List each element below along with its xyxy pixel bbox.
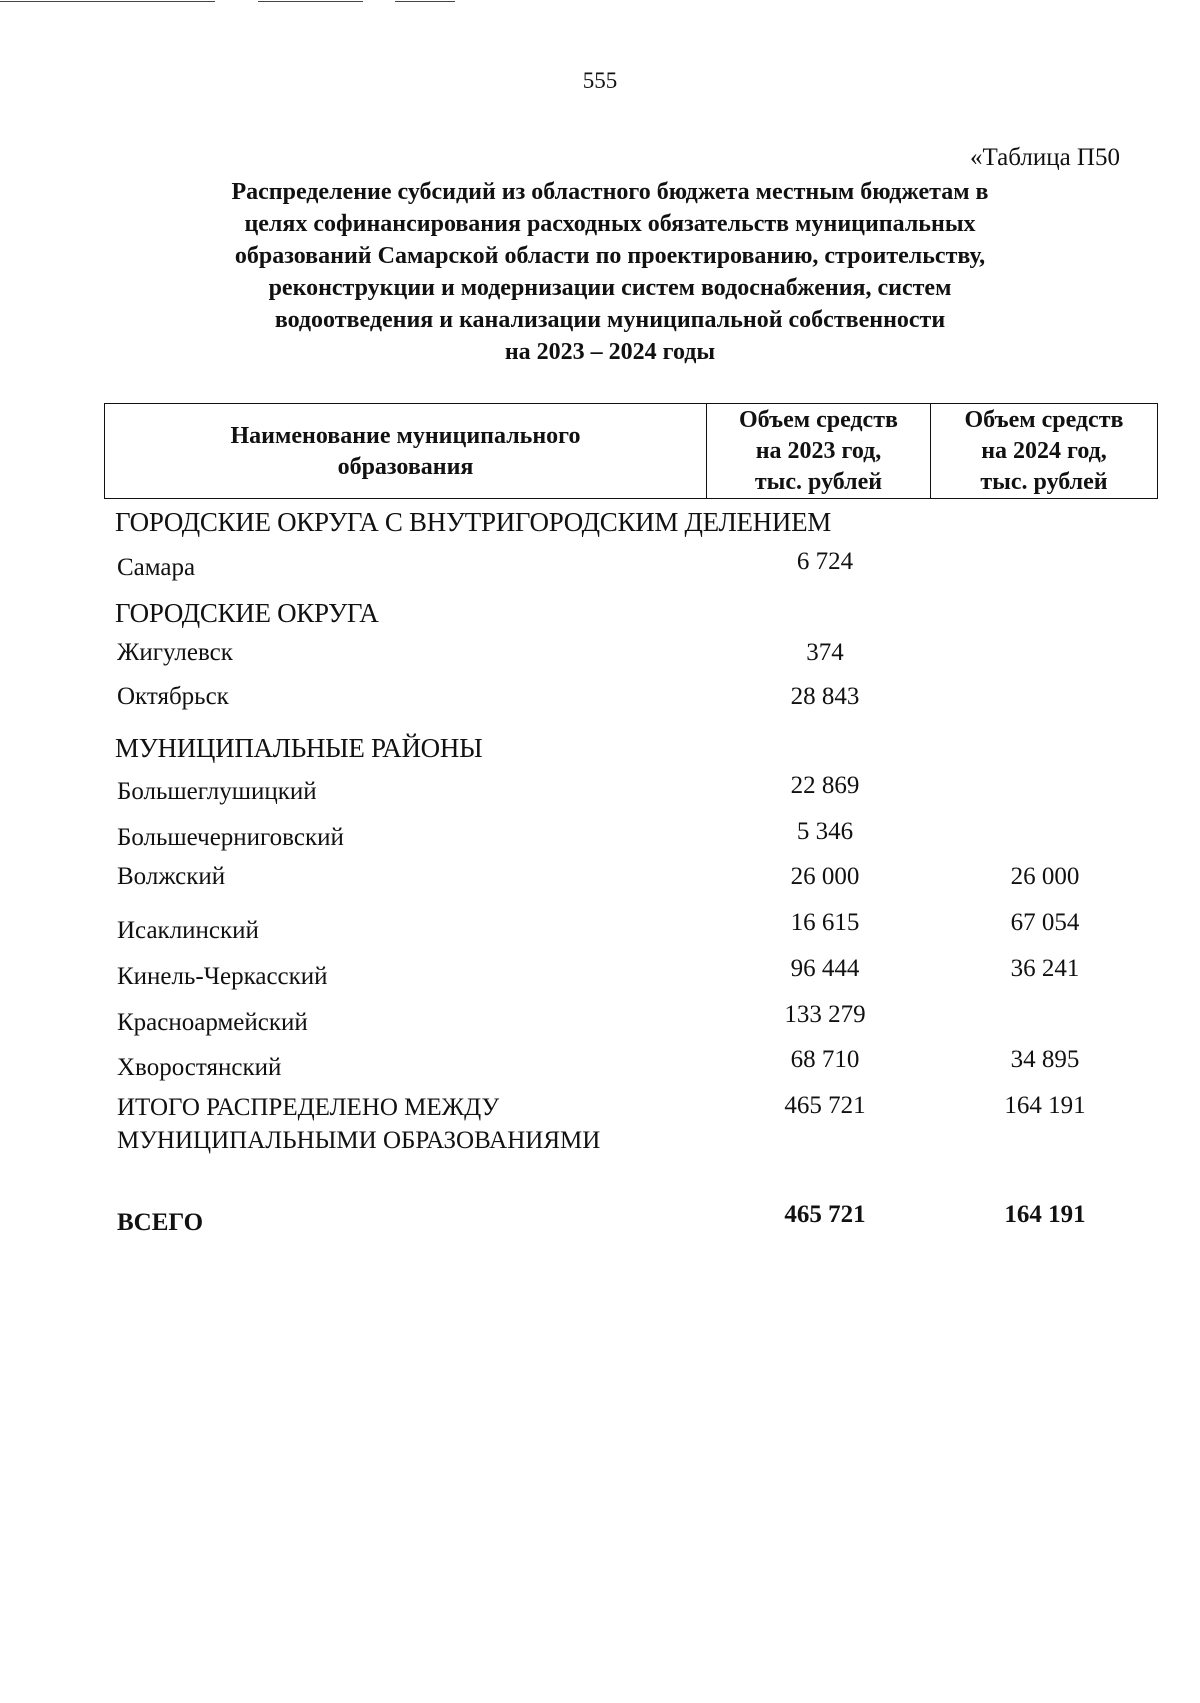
municipality-name: Большечерниговский	[117, 824, 344, 851]
amount-2023: 465 721	[784, 1092, 866, 1119]
municipality-name: Кинель-Черкасский	[117, 963, 328, 990]
amount-2024: 164 191	[1004, 1092, 1086, 1119]
title-line: Распределение субсидий из областного бюджета местным бюджетам в	[231, 179, 989, 205]
header-text: тыс. рублей	[754, 468, 883, 495]
municipality-name: Хворостянский	[117, 1054, 282, 1081]
amount-2023: 374	[806, 639, 844, 666]
header-text: образования	[337, 454, 474, 480]
amount-2024: 26 000	[1010, 863, 1080, 890]
header-text: на 2024 год,	[981, 437, 1107, 464]
table-header	[104, 403, 1158, 499]
header-municipality	[105, 404, 707, 498]
municipality-name: Большеглушицкий	[117, 778, 317, 805]
header-amount-2024	[931, 404, 1157, 498]
amount-2023: 22 869	[790, 772, 860, 799]
amount-2023: 26 000	[790, 863, 860, 890]
grand-total-label: ВСЕГО	[117, 1209, 204, 1236]
total-label-line: МУНИЦИПАЛЬНЫМИ ОБРАЗОВАНИЯМИ	[117, 1127, 601, 1154]
scan-artifact-line	[258, 1, 363, 2]
title-line: водоотведения и канализации муниципальной собственности	[274, 307, 946, 333]
amount-2023: 16 615	[790, 909, 860, 936]
section-label: МУНИЦИПАЛЬНЫЕ РАЙОНЫ	[115, 733, 483, 763]
section-label: ГОРОДСКИЕ ОКРУГА С ВНУТРИГОРОДСКИМ ДЕЛЕНИЕМ	[115, 507, 831, 537]
amount-2023: 68 710	[790, 1046, 860, 1073]
table-label: «Таблица П50	[970, 144, 1120, 171]
scan-artifact-line	[0, 1, 215, 2]
amount-2023: 5 346	[796, 818, 854, 845]
amount-2024: 34 895	[1010, 1046, 1080, 1073]
municipality-name: Красноармейский	[117, 1009, 308, 1036]
municipality-name: Волжский	[117, 863, 226, 890]
scan-artifact-line	[395, 1, 455, 2]
title-line: образований Самарской области по проектированию, строительству,	[234, 243, 986, 269]
amount-2024: 36 241	[1010, 955, 1080, 982]
amount-2024: 67 054	[1010, 909, 1080, 936]
document-title	[150, 176, 1070, 368]
section-label: ГОРОДСКИЕ ОКРУГА	[115, 598, 379, 628]
header-text: Наименование муниципального	[230, 423, 581, 449]
header-text: Объем средств	[739, 406, 898, 433]
title-line: реконструкции и модернизации систем водоснабжения, систем	[268, 275, 952, 301]
amount-2023: 133 279	[784, 1001, 866, 1028]
amount-2023: 96 444	[790, 955, 860, 982]
grand-total-2024: 164 191	[1004, 1201, 1086, 1228]
title-line: целях софинансирования расходных обязательств муниципальных	[244, 211, 976, 237]
page-number: 555	[582, 68, 618, 93]
grand-total-2023: 465 721	[784, 1201, 866, 1228]
total-label	[117, 1091, 600, 1157]
amount-2023: 6 724	[796, 548, 854, 575]
amount-2023: 28 843	[790, 683, 860, 710]
title-line: на 2023 – 2024 годы	[504, 339, 716, 365]
header-text: на 2023 год,	[755, 437, 882, 464]
header-amount-2023	[707, 404, 931, 498]
municipality-name: Жигулевск	[117, 639, 233, 666]
header-text: Объем средств	[964, 406, 1124, 433]
total-label-line: ИТОГО РАСПРЕДЕЛЕНО МЕЖДУ	[117, 1094, 500, 1121]
municipality-name: Исаклинский	[117, 917, 259, 944]
municipality-name: Самара	[117, 554, 196, 581]
municipality-name: Октябрьск	[117, 683, 229, 710]
header-text: тыс. рублей	[980, 468, 1108, 495]
